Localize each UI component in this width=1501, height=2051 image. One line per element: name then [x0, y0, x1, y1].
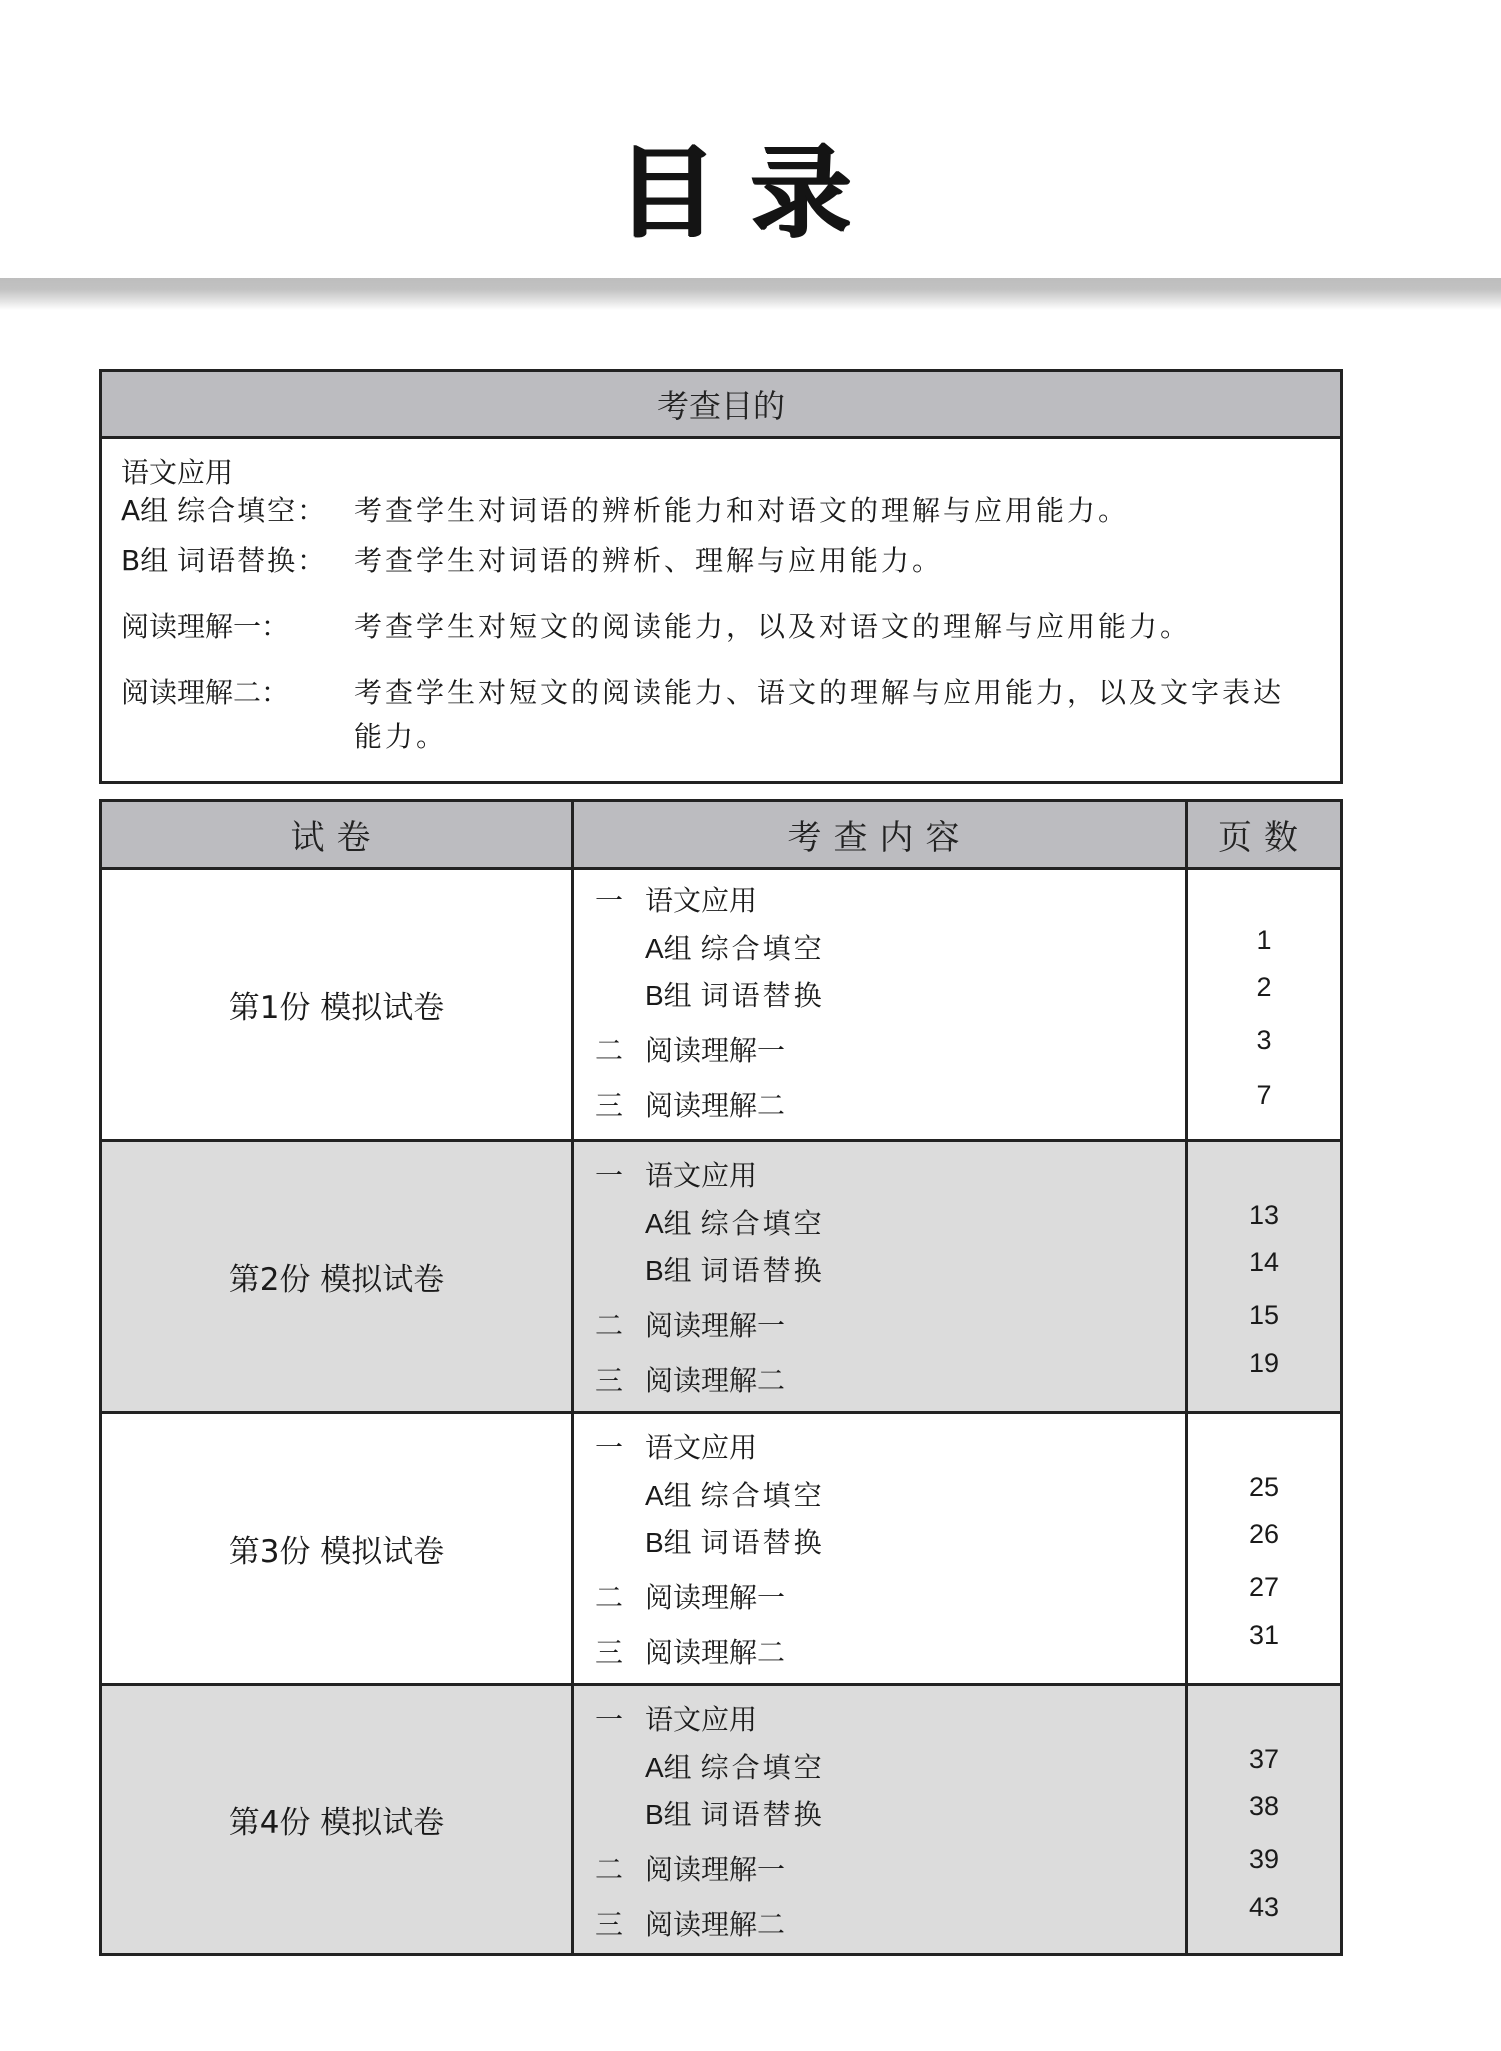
group-prefix: A组	[645, 1480, 692, 1511]
purpose-row-label	[121, 489, 327, 533]
group-name: 综合填空：	[177, 494, 328, 527]
page-title: 目录	[616, 133, 885, 251]
section-num: 二	[595, 1853, 624, 1886]
paper-name: 第4份 模拟试卷	[228, 1805, 445, 1841]
group-prefix: A组	[645, 1752, 692, 1783]
group-name: 词语替换	[700, 1526, 825, 1559]
section-num: 二	[595, 1309, 624, 1342]
section-label: 语文应用	[645, 1431, 758, 1464]
group-prefix: B组	[645, 980, 692, 1011]
page-number: 27	[1248, 1572, 1280, 1602]
table-row	[102, 867, 1340, 1142]
section-label: 阅读理解一	[645, 1034, 786, 1067]
group-name: 综合填空	[700, 1207, 825, 1240]
page-number: 31	[1248, 1620, 1280, 1650]
group-name: 词语替换	[700, 1254, 825, 1287]
group-name: 词语替换：	[177, 544, 328, 577]
purpose-row-desc: 考查学生对短文的阅读能力，以及对语文的理解与应用能力。	[354, 610, 1192, 643]
purpose-box	[99, 369, 1343, 784]
section-label: 阅读理解二	[645, 1636, 786, 1669]
group-item	[645, 974, 825, 1014]
page-number: 39	[1248, 1844, 1280, 1874]
table-row	[102, 1139, 1340, 1411]
section-label: 阅读理解二	[645, 1089, 786, 1122]
group-prefix: B组	[645, 1255, 692, 1286]
section-num: 三	[595, 1364, 624, 1397]
group-prefix: B组	[645, 1799, 692, 1830]
page-number: 2	[1256, 972, 1272, 1002]
page-number: 14	[1248, 1247, 1280, 1277]
header-paper: 试卷	[290, 818, 383, 858]
page-number: 19	[1248, 1348, 1280, 1378]
group-prefix: B组	[121, 544, 169, 577]
page-number: 25	[1248, 1472, 1280, 1502]
purpose-section-title: 语文应用	[121, 456, 234, 489]
toc-header-row	[102, 802, 1340, 870]
group-item	[645, 1793, 825, 1833]
section-label: 阅读理解二	[645, 1364, 786, 1397]
page-number: 38	[1248, 1791, 1280, 1821]
purpose-row-desc: 考查学生对短文的阅读能力、语文的理解与应用能力，以及文字表达能力。	[354, 676, 1285, 753]
section-num: 三	[595, 1908, 624, 1941]
purpose-row-label: 阅读理解二：	[121, 676, 290, 709]
purpose-row-desc: 考查学生对词语的辨析、理解与应用能力。	[354, 544, 944, 577]
header-content: 考查内容	[787, 818, 972, 858]
column-divider	[571, 802, 574, 1953]
page-number: 13	[1248, 1200, 1280, 1230]
section-num: 一	[595, 884, 624, 917]
group-prefix: A组	[645, 933, 692, 964]
section-label: 语文应用	[645, 1703, 758, 1736]
section-label: 阅读理解一	[645, 1309, 786, 1342]
page-number: 15	[1248, 1300, 1280, 1330]
group-prefix: A组	[645, 1208, 692, 1239]
section-num: 一	[595, 1703, 624, 1736]
page-number: 37	[1248, 1744, 1280, 1774]
section-num: 二	[595, 1034, 624, 1067]
page-number: 1	[1256, 925, 1272, 955]
table-row	[102, 1683, 1340, 1953]
purpose-row-desc: 考查学生对词语的辨析能力和对语文的理解与应用能力。	[354, 494, 1130, 527]
table-row	[102, 1411, 1340, 1683]
section-label: 语文应用	[645, 1159, 758, 1192]
section-num: 三	[595, 1089, 624, 1122]
group-name: 综合填空	[700, 932, 825, 965]
group-item	[645, 1202, 825, 1242]
group-item	[645, 927, 825, 967]
title-divider-band	[0, 278, 1501, 310]
paper-name: 第1份 模拟试卷	[228, 990, 445, 1026]
paper-name: 第2份 模拟试卷	[228, 1262, 445, 1298]
header-pages: 页数	[1218, 818, 1310, 858]
group-item	[645, 1249, 825, 1289]
page-number: 43	[1248, 1892, 1280, 1922]
section-label: 阅读理解一	[645, 1853, 786, 1886]
page-number: 3	[1256, 1025, 1272, 1055]
group-name: 综合填空	[700, 1479, 825, 1512]
section-num: 三	[595, 1636, 624, 1669]
toc-table	[99, 799, 1343, 1956]
section-num: 一	[595, 1431, 624, 1464]
section-num: 一	[595, 1159, 624, 1192]
group-name: 词语替换	[700, 979, 825, 1012]
group-name: 综合填空	[700, 1751, 825, 1784]
section-label: 阅读理解一	[645, 1581, 786, 1614]
group-item	[645, 1746, 825, 1786]
section-label: 语文应用	[645, 884, 758, 917]
group-prefix: A组	[121, 494, 169, 527]
page-number: 7	[1256, 1080, 1272, 1110]
section-label: 阅读理解二	[645, 1908, 786, 1941]
group-item	[645, 1474, 825, 1514]
group-name: 词语替换	[700, 1798, 825, 1831]
purpose-row-label: 阅读理解一：	[121, 610, 290, 643]
section-num: 二	[595, 1581, 624, 1614]
purpose-header: 考查目的	[102, 372, 1340, 439]
group-item	[645, 1521, 825, 1561]
paper-name: 第3份 模拟试卷	[228, 1534, 445, 1570]
purpose-row-label	[121, 539, 327, 583]
column-divider	[1185, 802, 1188, 1953]
page-number: 26	[1248, 1519, 1280, 1549]
group-prefix: B组	[645, 1527, 692, 1558]
